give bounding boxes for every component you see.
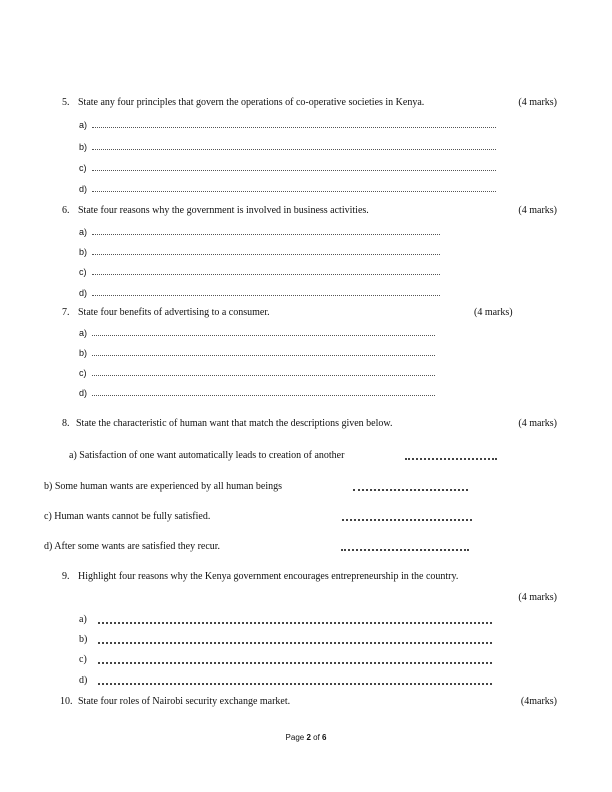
answer-line[interactable] <box>98 654 492 664</box>
question-7-marks: (4 marks) <box>474 307 513 318</box>
answer-label: c) <box>79 267 87 277</box>
answer-line[interactable] <box>92 387 435 396</box>
page-total: 6 <box>322 733 327 742</box>
answer-label: a) <box>79 227 88 237</box>
answer-label: a) <box>79 328 88 338</box>
answer-label: b) <box>79 634 88 645</box>
answer-line[interactable] <box>92 119 496 128</box>
question-number: 6. <box>62 205 70 216</box>
answer-label: a) <box>79 614 87 625</box>
answer-line[interactable] <box>92 246 440 255</box>
question-number: 10. <box>60 696 73 707</box>
question-5-text: State any four principles that govern the operations of co-operative societies in Kenya. <box>78 97 425 108</box>
answer-label: d) <box>79 184 88 194</box>
page-footer <box>0 733 612 742</box>
answer-label: a) <box>79 120 88 130</box>
answer-line[interactable] <box>98 614 492 624</box>
question-number: 8. <box>62 418 70 429</box>
question-number: 5. <box>62 97 70 108</box>
question-8-part-d: d) After some wants are satisfied they recur. <box>44 541 221 552</box>
answer-label: d) <box>79 288 88 298</box>
answer-label: b) <box>79 247 88 257</box>
answer-label: d) <box>79 388 88 398</box>
answer-line[interactable] <box>92 367 435 376</box>
question-6-marks: (4 marks) <box>518 205 557 216</box>
answer-line[interactable] <box>92 226 440 235</box>
question-6-text: State four reasons why the government is involved in business activities. <box>78 205 369 216</box>
answer-label: c) <box>79 163 87 173</box>
answer-line[interactable] <box>92 347 435 356</box>
question-8-marks: (4 marks) <box>518 418 557 429</box>
question-8-part-a: a) Satisfaction of one want automatically leads to creation of another <box>69 450 345 461</box>
page-prefix: Page <box>285 733 307 742</box>
answer-line[interactable] <box>92 287 440 296</box>
question-number: 7. <box>62 307 70 318</box>
answer-line[interactable] <box>342 511 472 521</box>
question-9-text: Highlight four reasons why the Kenya government encourages entrepreneurship in the country. <box>78 571 459 582</box>
question-10-marks: (4marks) <box>520 696 557 707</box>
question-9-marks: (4 marks) <box>518 592 557 603</box>
question-10-text: State four roles of Nairobi security exchange market. <box>78 696 291 707</box>
page-current: 2 <box>306 733 311 742</box>
answer-line[interactable] <box>92 141 496 150</box>
question-8-text: State the characteristic of human want that match the descriptions given below. <box>76 418 393 429</box>
question-number: 9. <box>62 571 70 582</box>
answer-line[interactable] <box>353 481 468 491</box>
answer-line[interactable] <box>92 162 496 171</box>
page-of: of <box>310 733 323 742</box>
answer-label: b) <box>79 348 88 358</box>
question-8-part-c: c) Human wants cannot be fully satisfied. <box>44 511 211 522</box>
question-8-part-b: b) Some human wants are experienced by all human beings <box>44 481 282 492</box>
answer-label: c) <box>79 368 87 378</box>
answer-line[interactable] <box>405 450 497 460</box>
question-5-marks: (4 marks) <box>518 97 557 108</box>
answer-label: b) <box>79 142 88 152</box>
answer-line[interactable] <box>92 266 440 275</box>
answer-line[interactable] <box>92 183 496 192</box>
question-7-text: State four benefits of advertising to a consumer. <box>78 307 270 318</box>
answer-label: d) <box>79 675 88 686</box>
answer-label: c) <box>79 654 87 665</box>
answer-line[interactable] <box>92 327 435 336</box>
answer-line[interactable] <box>98 634 492 644</box>
answer-line[interactable] <box>341 541 469 551</box>
answer-line[interactable] <box>98 675 492 685</box>
